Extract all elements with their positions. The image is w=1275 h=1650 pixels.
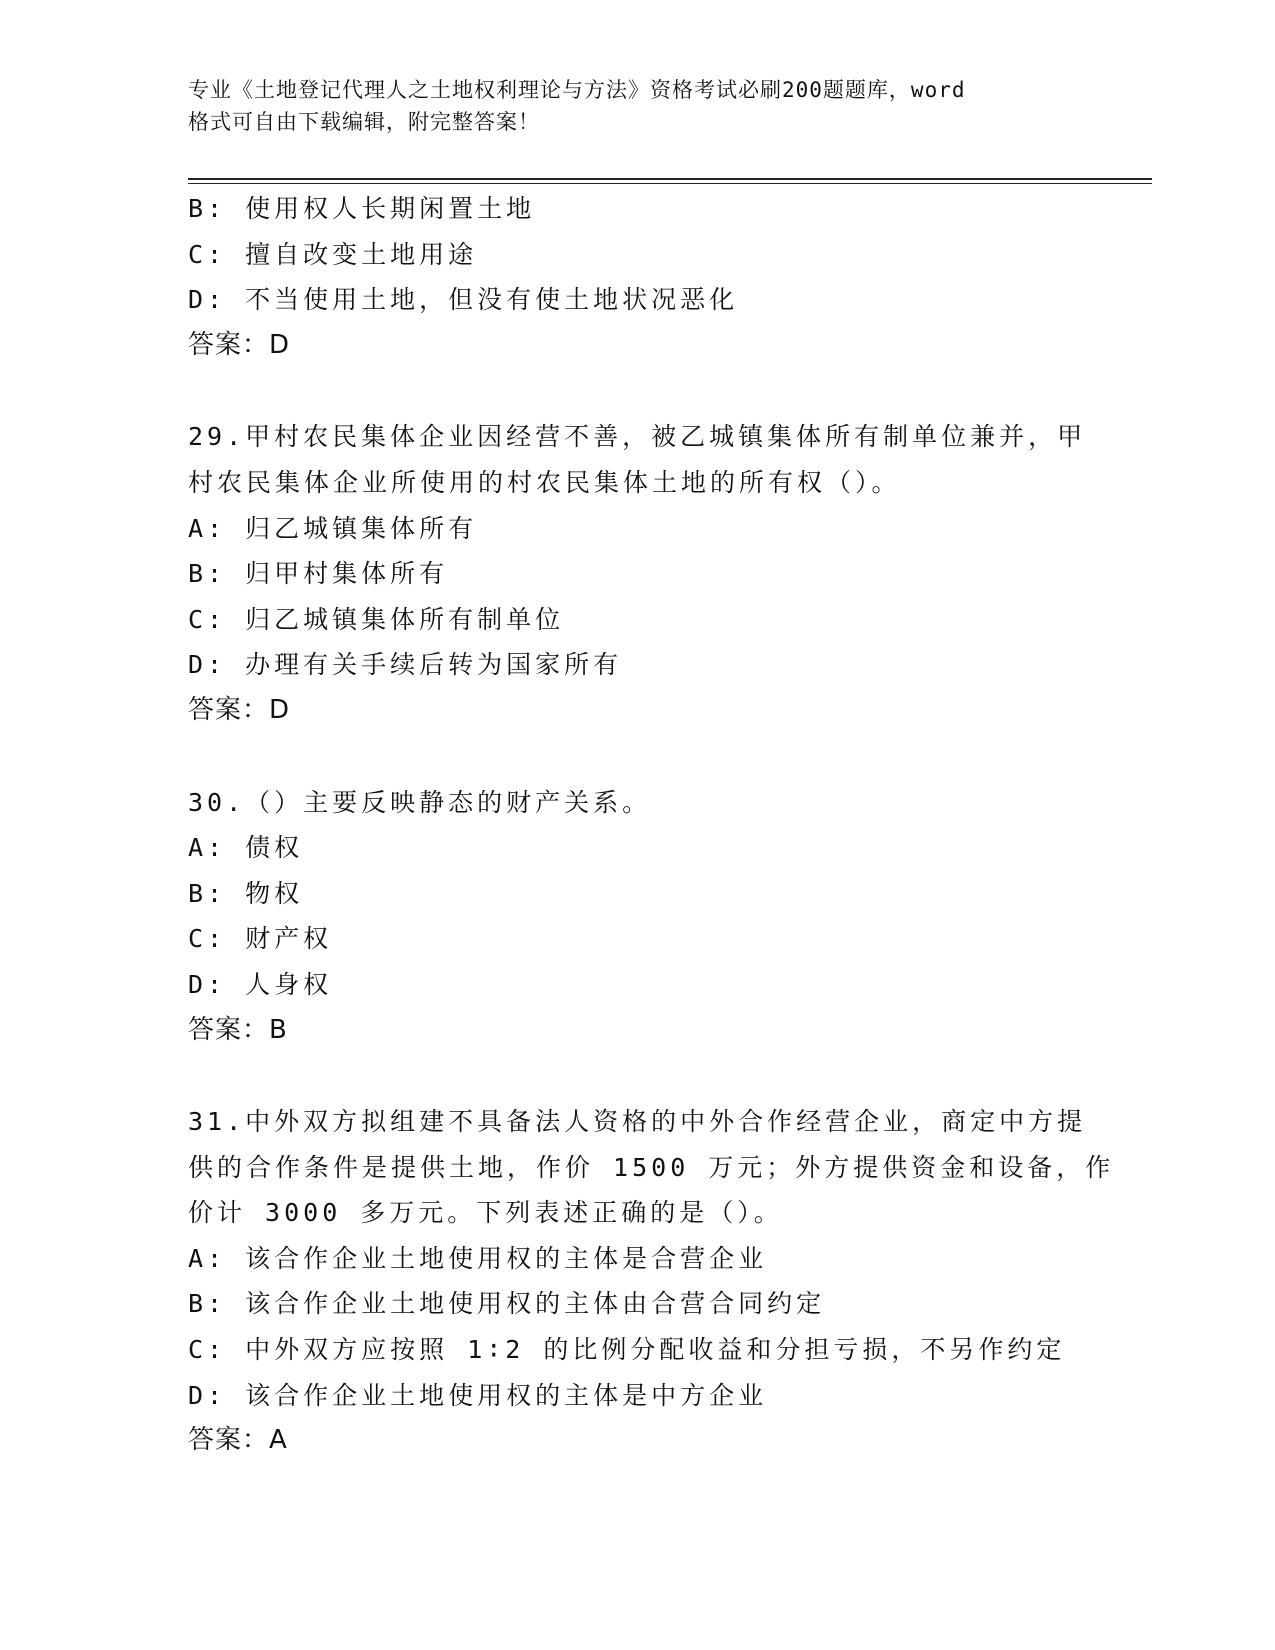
header-line-1: 专业《土地登记代理人之土地权利理论与方法》资格考试必刷200题题库，word [188,78,966,102]
question-30 [188,780,1088,1054]
question-stem-line: 供的合作条件是提供土地，作价 1500 万元；外方提供资金和设备，作 [188,1152,1115,1182]
option-b: B: 使用权人长期闲置土地 [188,194,536,223]
question-31 [188,1099,1115,1464]
question-stem-line: 30.（）主要反映静态的财产关系。 [188,787,652,817]
question-28 [188,186,1088,368]
answer-line: 答案：B [188,1014,288,1045]
spacer [188,368,1088,414]
header-divider-thick [188,178,1152,180]
question-list [188,186,1115,1464]
question-stem-line: 村农民集体企业所使用的村农民集体土地的所有权（）。 [188,467,901,497]
option-d: D: 不当使用土地，但没有使土地状况恶化 [188,285,739,315]
option-b: B: 归甲村集体所有 [188,559,449,589]
header-divider-thin [188,183,1152,184]
option-d: D: 该合作企业土地使用权的主体是中方企业 [188,1380,768,1410]
document-header [188,74,1088,138]
answer-line: 答案：A [188,1425,288,1456]
spacer [188,734,1088,780]
spacer [188,1053,1088,1099]
question-29 [188,414,1088,733]
option-b: B: 物权 [188,878,304,908]
question-stem-line: 29.甲村农民集体企业因经营不善，被乙城镇集体所有制单位兼并，甲 [188,422,1087,452]
option-d: D: 办理有关手续后转为国家所有 [188,650,623,680]
option-c: C: 擅自改变土地用途 [188,239,478,269]
option-c: C: 归乙城镇集体所有制单位 [188,604,565,634]
option-a: A: 该合作企业土地使用权的主体是合营企业 [188,1243,768,1273]
option-a: A: 归乙城镇集体所有 [188,513,478,543]
option-d: D: 人身权 [188,969,333,999]
option-c: C: 财产权 [188,924,333,954]
header-line-2: 格式可自由下载编辑，附完整答案！ [188,110,540,134]
question-stem-line: 价计 3000 多万元。下列表述正确的是（）。 [188,1198,783,1228]
answer-line: 答案：D [188,329,291,360]
answer-line: 答案：D [188,694,291,725]
option-a: A: 债权 [188,833,304,863]
option-c: C: 中外双方应按照 1∶2 的比例分配收益和分担亏损，不另作约定 [188,1335,1066,1365]
option-b: B: 该合作企业土地使用权的主体由合营合同约定 [188,1289,826,1319]
question-stem-line: 31.中外双方拟组建不具备法人资格的中外合作经营企业，商定中方提 [188,1107,1087,1137]
